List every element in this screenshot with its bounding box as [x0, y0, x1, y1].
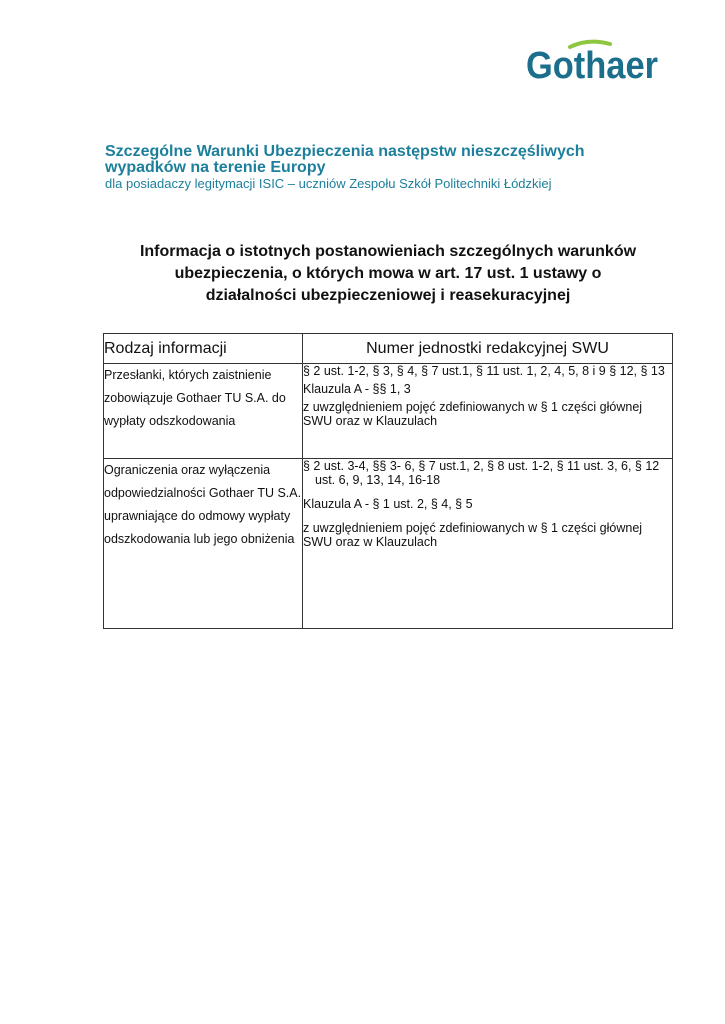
column-header-reference: Numer jednostki redakcyjnej SWU: [303, 334, 673, 364]
reference-note: z uwzględnieniem pojęć zdefiniowanych w § 1 części głównej SWU oraz w Klauzulach: [303, 521, 643, 549]
reference-paragraphs: § 2 ust. 1-2, § 3, § 4, § 7 ust.1, § 11 ust. 1, 2, 4, 5, 8 i 9 § 12, § 13: [303, 364, 665, 378]
row-reference-cell: [303, 459, 673, 629]
information-heading-line2: ubezpieczenia, o których mowa w art. 17 ust. 1 ustawy o: [174, 265, 602, 282]
gothaer-logo-mark: [526, 38, 660, 90]
table-header-row: [104, 334, 673, 364]
row-info-type: Ograniczenia oraz wyłączenia odpowiedzialności Gothaer TU S.A. uprawniające do odmowy wypłaty odszkodowania lub jego obniżenia: [104, 459, 303, 629]
reference-note: z uwzględnieniem pojęć zdefiniowanych w § 1 części głównej SWU oraz w Klauzulach: [303, 400, 643, 428]
row-reference-cell: [303, 364, 673, 459]
information-table: [103, 333, 673, 629]
table-row: [104, 459, 673, 629]
svg-text:Gothaer: Gothaer: [526, 45, 659, 87]
column-header-type: Rodzaj informacji: [104, 334, 303, 364]
reference-clause: Klauzula A - §§ 1, 3: [303, 382, 411, 396]
reference-clause: Klauzula A - § 1 ust. 2, § 4, § 5: [303, 497, 473, 511]
gothaer-logo: [526, 38, 660, 90]
row-info-type: Przesłanki, których zaistnienie zobowiązuje Gothaer TU S.A. do wypłaty odszkodowania: [104, 364, 303, 459]
document-header: [105, 144, 665, 192]
information-heading-line3: działalności ubezpieczeniowej i reasekuracyjnej: [205, 287, 571, 304]
document-title-line1: Szczególne Warunki Ubezpieczenia następstw nieszczęśliwych: [105, 143, 585, 160]
reference-paragraphs: § 2 ust. 3-4, §§ 3- 6, § 7 ust.1, 2, § 8 ust. 1-2, § 11 ust. 3, 6, § 12 ust. 6, 9, 13, 14, 16-18: [303, 459, 660, 487]
information-heading-line1: Informacja o istotnych postanowieniach szczególnych warunków: [139, 243, 637, 260]
table-row: [104, 364, 673, 459]
document-title-line2: wypadków na terenie Europy: [105, 159, 326, 176]
document-subtitle: dla posiadaczy legitymacji ISIC – uczniów Zespołu Szkół Politechniki Łódzkiej: [105, 176, 552, 191]
information-heading: [104, 241, 672, 307]
